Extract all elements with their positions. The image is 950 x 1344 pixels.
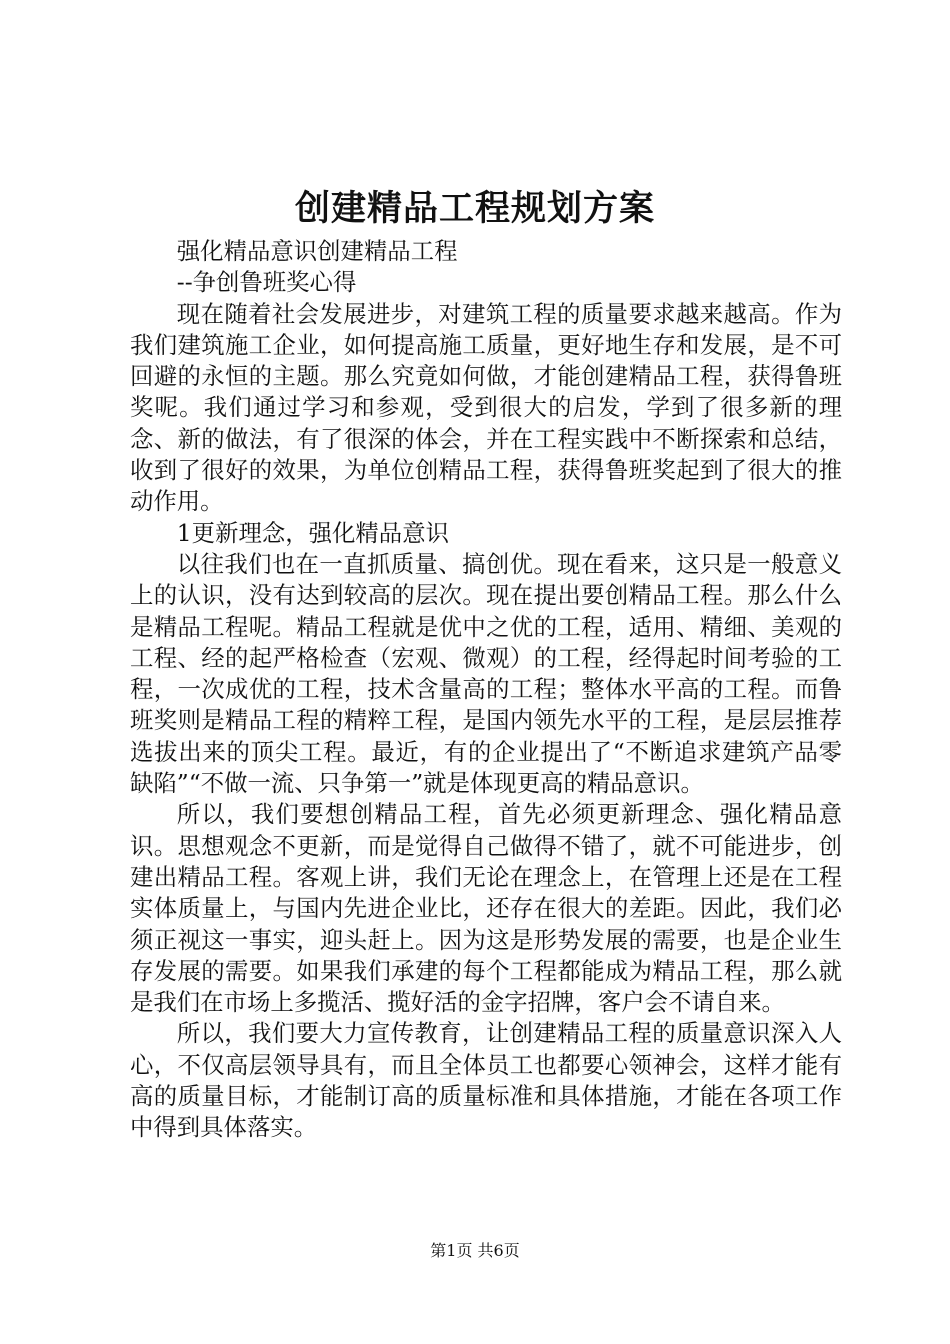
document-title: 创建精品工程规划方案: [294, 188, 655, 229]
subtitle-line: 强化精品意识创建精品工程: [176, 237, 458, 265]
document-body: [130, 236, 842, 1144]
body-paragraph: 现在随着社会发展进步，对建筑工程的质量要求越来越高。作为我们建筑施工企业，如何提高施工质量，更好地生存和发展，是不可回避的永恒的主题。那么究竟如何做，才能创建精品工程，获得鲁班奖呢。我们通过学习和参观，受到很大的启发，学到了很多新的理念、新的做法，有了很深的体会，并在工程实践中不断探索和总结，收到了很好的效果，为单位创精品工程，获得鲁班奖起到了很大的推动作用。: [130, 299, 842, 516]
page-footer: 第1页 共6页: [430, 1241, 520, 1260]
subtitle-line: --争创鲁班奖心得: [176, 268, 357, 297]
section-heading: 1更新理念，强化精品意识: [176, 518, 449, 547]
body-paragraph: 所以，我们要想创精品工程，首先必须更新理念、强化精品意识。思想观念不更新，而是觉得自己做得不错了，就不可能进步，创建出精品工程。客观上讲，我们无论在理念上，在管理上还是在工程实体质量上，与国内先进企业比，还存在很大的差距。因此，我们必须正视这一事实，迎头赶上。因为这是形势发展的需要，也是企业生存发展的需要。如果我们承建的每个工程都能成为精品工程，那么就是我们在市场上多揽活、揽好活的金字招牌，客户会不请自来。: [130, 800, 842, 1017]
body-paragraph: 所以，我们要大力宣传教育，让创建精品工程的质量意识深入人心，不仅高层领导具有，而且全体员工也都要心领神会，这样才能有高的质量目标，才能制订高的质量标准和具体措施，才能在各项工作中得到具体落实。: [130, 1019, 842, 1142]
body-paragraph: 以往我们也在一直抓质量、搞创优。现在看来，这只是一般意义上的认识，没有达到较高的层次。现在提出要创精品工程。那么什么是精品工程呢。精品工程就是优中之优的工程，适用、精细、美观的工程、经的起严格检查（宏观、微观）的工程，经得起时间考验的工程，一次成优的工程，技术含量高的工程；整体水平高的工程。而鲁班奖则是精品工程的精粹工程，是国内领先水平的工程，是层层推荐选拔出来的顶尖工程。最近，有的企业提出了“不断追求建筑产品零缺陷”“不做一流、只争第一”就是体现更高的精品意识。: [130, 549, 842, 798]
